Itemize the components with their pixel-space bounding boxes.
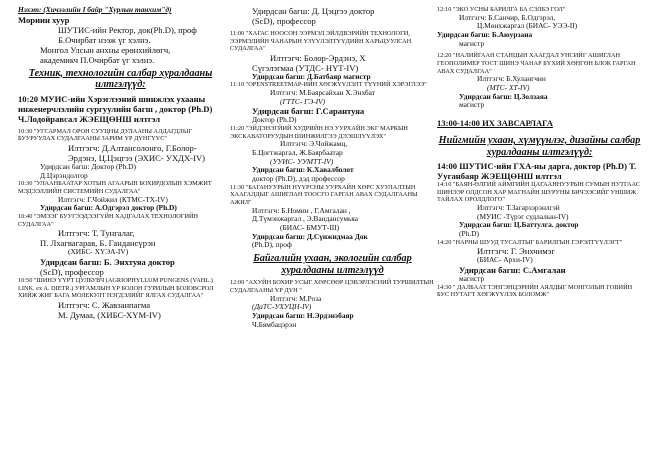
advisor-line: доктор (Ph.D), дэд профессор bbox=[252, 174, 345, 184]
program-column-2 bbox=[230, 6, 435, 329]
advisor-line: (ScD), профессор bbox=[252, 16, 316, 26]
advisor-line: Удирдсан багш: Доктор (Ph.D) bbox=[40, 162, 136, 172]
advisor-line: Удирдсан багш: Г.Сарантуяа bbox=[252, 106, 365, 117]
presenter-line: Илтгэгч: Э.Чойжамц, bbox=[280, 139, 348, 149]
presenter-line: Илтгэгч: Т.Загарзэрэнлгэй bbox=[477, 202, 560, 212]
opening-line: Монгол Улсын анхны ерөнхийлөгч, bbox=[40, 44, 171, 55]
presenter-line: М. Думаа, (ХИБС-ХҮМ-IV) bbox=[58, 309, 161, 320]
presenter-line: Д.Түмэнжаргал , Э.Вандансумьяа bbox=[252, 214, 359, 224]
advisor-line: Удирдсан багш: Д. Цэцгээ доктор bbox=[252, 6, 375, 16]
presenter-line: Эрдэнэ, Ц.Цэцгээ (ЭХИС- УХДХ-IV) bbox=[68, 153, 206, 164]
advisor-line: Удирдсан багш: Ц.Золзаяа bbox=[459, 91, 548, 101]
advisor-line: Удирдсан багш: Д.Батбаяр магистр bbox=[252, 71, 371, 81]
presenter-line: Илтгэгч: М.Баярсайхан Х.Энхбат bbox=[270, 88, 375, 98]
advisor-line: (Ph.D) bbox=[459, 229, 479, 239]
opening-line: академикч П.Очирбат үг хэлнэ. bbox=[40, 54, 155, 65]
presenter-line: Илтгэгч: Г. Энхчимэг bbox=[477, 246, 555, 257]
opening-music-label: Мориин хуур bbox=[18, 14, 70, 25]
talk-heading: 10:50 "ШИНЭ ҮҮРТ ЦУЛБУВЧ (AGRIOPHYLLUM PUNGENS (VAHL.) LINK. ex A. DIETR.) УРГАМЛЫН ҮР БОЛОН ГУРИЛЫН БОЛОВСРОЛ ХИЙЖ ЖИГ БАГА МОЛЕКУЛТ НЭГДЭЛИЙГ ЯЛГАХ СУДАЛГАА" bbox=[18, 276, 214, 300]
advisor-line: Удирдсан багш: Б.Аюурзана bbox=[437, 30, 533, 39]
advisor-line: (ScD), профессор bbox=[40, 266, 104, 277]
advisor-line: (Ph.D), проф bbox=[252, 240, 292, 250]
presenter-line: Б.Цогтжаргал, Ж.Баярбаатар bbox=[252, 148, 343, 158]
advisor-line: Удирдсан багш: Ц.Баттулга. доктор bbox=[459, 220, 579, 230]
presenter-line: Илтгэгч: Г.Чойжил (КТМС-ТХ-IV) bbox=[58, 194, 168, 204]
presenter-line: Сүгэлэгмаа (УТДС- НҮТ-IV) bbox=[252, 62, 359, 73]
advisor-line: магистр bbox=[459, 38, 485, 48]
presenter-line: (ГТТС- ГЭ-IV) bbox=[280, 96, 326, 106]
section-title-nature: Байгалийн ухаан, экологийн салбар хуралдааны илтгэлүүд bbox=[253, 253, 412, 276]
presenter-line: П. Лхагвагарав, Б. Гандансүрэн bbox=[40, 238, 156, 249]
program-column-1 bbox=[18, 6, 223, 320]
talk-heading: 10:30 "УЛААНБААТАР ХОТЫН АГААРЫН БОХИРДОЛЫН ХЭМЖИТ МЭДЭЭЛЛИЙН СИСТЕМИЙН СУДАЛГАА" bbox=[18, 180, 212, 196]
presenter-line: Ц.Мөнхжаргал (БИАС- УЭЭ-II) bbox=[477, 21, 578, 31]
presenter-line: (МТС- ХТ-IV) bbox=[487, 82, 530, 92]
hall-note: Нэхэт: (Хичээлийн I байр "Хурлын танхим"д) bbox=[18, 5, 172, 14]
advisor-line: Удирдсан багш: Д.Сүнжидмаа Док bbox=[252, 231, 368, 241]
presenter-line: (БИАС- Архи-IV) bbox=[477, 255, 533, 265]
talk-heading: 12:20 "НАЛИЙГААН СТАНЦЫН ХААГДАЛ УНСИЙГ АШИГЛАН ГЕОПОЛИМЕР ТОСТ ШИНЭ ЧАНАР БҮХИЙ ХӨНГӨН БЛОК ГАРГАН АВАХ СУДАЛГАА" bbox=[437, 52, 636, 75]
advisor-line: Удирдсан багш: К.Хавалболот bbox=[252, 165, 354, 175]
advisor-line: магистр bbox=[459, 274, 485, 284]
presenter-line: (ДаТС-УХУЦН-IV) bbox=[252, 302, 312, 312]
presenter-line: Илтгэгч: М.Роза bbox=[270, 293, 322, 303]
advisor-line: Ч.Бямбацэрэн bbox=[252, 319, 297, 329]
advisor-line: магистр bbox=[459, 100, 485, 110]
opening-line: ШУТИС-ийн Ректор, док(Ph.D), проф bbox=[58, 24, 197, 35]
presenter-line: (ХИБС- ХҮЭА-IV) bbox=[68, 247, 129, 257]
presenter-line: Илтгэгч: Б.Санчир, Б.Одгэрэл, bbox=[459, 12, 556, 22]
presenter-line: Илтгэгч: Д.Алтансолонго, Г.Болор- bbox=[68, 143, 197, 154]
lunch-break-title: 13:00-14:00 ИХ ЗАВСАРЛАГА bbox=[437, 118, 553, 128]
presenter-line: (УУИС- УУМТТ-IV) bbox=[270, 156, 334, 166]
talk-heading: 11:30 "БАГАНУУРЫН НҮҮРСНЫ УУРХАЙН ХӨРС ХУУЛАЛТЫН ХААГАЛДЫГ АШИГЛАН ТООСГО ГАРГАН АВАХ СУДАЛГААНЫ АЖИЛ" bbox=[230, 183, 418, 207]
talk-heading: 14:10 "БАЯН-ӨЛГИЙ АЙМГИЙН ЦАГААННУУРЫН СУМЫН НУТГААС ШИНЭЭР ОЛДСОН ХАР МАГНАЙН ШУРУНЫ БИЧЭЭСИЙГ УНШИЖ ТАЙЛАХ ОРОЛДЛОГО" bbox=[437, 181, 640, 204]
advisor-line: Удирдсан багш: Н.Эрдэнэбаяр bbox=[252, 310, 354, 320]
talk-heading: 11:20 "ЭЙДЭНЭГЙИЙ ХУДРИЙН НЭ УУРХАЙН ЭКГ МАРКЫН ЭКСКАВАТОРУУДЫН ШИНЖИЛГЭЭ ДЭЭШЛҮҮЛЭХ" bbox=[230, 125, 408, 140]
talk-heading: 12:10 "ЭКО УСНЫ БАРИЛГА БА СЭЛБЭ ГОЛ" bbox=[437, 6, 566, 13]
talk-heading: 10:40 "ЭМЭЭГ БУУГЭЭДЭЭГҮЙН ХАДГАЛАХ ТЕХНОЛОГИЙН СУДАЛГАА" bbox=[18, 213, 199, 228]
opening-line: Б.Очирбат нээж үг хэлнэ. bbox=[58, 34, 151, 45]
section-title-technology: Техник, технологийн салбар хуралдааны илтгэлүүд: bbox=[28, 67, 213, 91]
keynote-entry: 14:00 ШУТИС-ийн ГХА-ны дарга, доктор (Ph.D) Т. Ууганбаяр ЖЭЕЩӨНШ илтгэл bbox=[437, 161, 637, 182]
section-title-social: Нийгмийн ухаан, хүмүүнлэг, дизайны салбар хуралдааны илтгэлүүд: bbox=[438, 135, 641, 158]
presenter-line: (МУИС -Түрэг судлалын-IV) bbox=[477, 211, 569, 221]
presenter-line: Илтгэгч: Б.Номин , Г.Амгалан , bbox=[252, 205, 351, 215]
keynote-entry: 10:20 МУИС-ийн Хэрэглээний шинжлэх ухааны инженерчлэлийн сургуулийн багш , доктор (Ph.D) Ч.Лодойравсал ЖЭЕЩӨНШ илтгэл bbox=[18, 93, 213, 124]
talk-heading: 14:30 " ДАЛБААТ ТЭНГЭНЦЭРИЙН АЯЛДЫГ МОНГОЛЫН ГОВИЙН БУС НУТАГТ ХӨГЖҮҮЛЭХ БОЛОМЖ" bbox=[437, 283, 633, 299]
presenter-line: Илтгэгч: Б.Хулангчин bbox=[477, 74, 546, 84]
talk-heading: 11:10 "OPENSTREETMAP-ИЙН ХӨГЖҮҮЛЭЛТ ТҮҮНИЙ ХЭРЭГЛЭЭ" bbox=[230, 81, 427, 89]
talk-heading: 11:00 "ХАГАС НООСОН ЭЭРМЭЛ ЭЙЛДВЭРИЙН ТЕХНОЛОГИ, ЭЭРМЭЛИЙН ЧАНАРЫН ҮЗҮҮЛЭЛТҮҮДИЙН ХАРЬЦУУЛСАН СУДАЛГАА" bbox=[230, 30, 412, 53]
presenter-line: Илтгэгч: С. Жавзанпагма bbox=[58, 299, 151, 310]
advisor-line: Удирдсан багш: А.Одгэрэл доктор (Ph.D) bbox=[40, 203, 177, 213]
talk-heading: 12:00 "АХУЙН БОХИР УСЫГ ХӨРСӨӨР ЦЭВЭРЛЭСНИЙ ТУРШИЛТЫН СУДАЛГААНЫ ҮР ДҮН " bbox=[230, 279, 434, 294]
advisor-line: Доктор (Ph.D) bbox=[252, 115, 297, 125]
advisor-line: Удирдсан багш: Б. Энхтуяа доктор bbox=[40, 256, 175, 267]
advisor-line: Удирдсан багш: С.Амгалан bbox=[459, 265, 566, 276]
talk-heading: 14:20 "НАРНЫ ШУУД ТУСАЛТЫГ БАРИЛГЫН ГЭРЭЛТҮҮЛЭГТ" bbox=[437, 238, 623, 246]
talk-heading: 10:30 "УГСАРМАЛ ОРОН СУУЦНЫ ДУЛААНЫ АЛДАГДЛЫГ БУУРУУЛАХ СУДАЛГААНЫ ЗАРИМ ҮР ДҮНГҮҮС" bbox=[18, 127, 192, 143]
program-column-3 bbox=[437, 6, 642, 299]
presenter-line: (БИАС- БМУТ-III) bbox=[280, 223, 340, 233]
presenter-line: Илтгэгч: Т. Тунгалаг, bbox=[58, 228, 135, 239]
advisor-line: Д.Цэрэндолгор bbox=[40, 170, 88, 180]
presenter-line: Илтгэгч: Болор-Эрдэнэ, Х bbox=[270, 52, 366, 63]
